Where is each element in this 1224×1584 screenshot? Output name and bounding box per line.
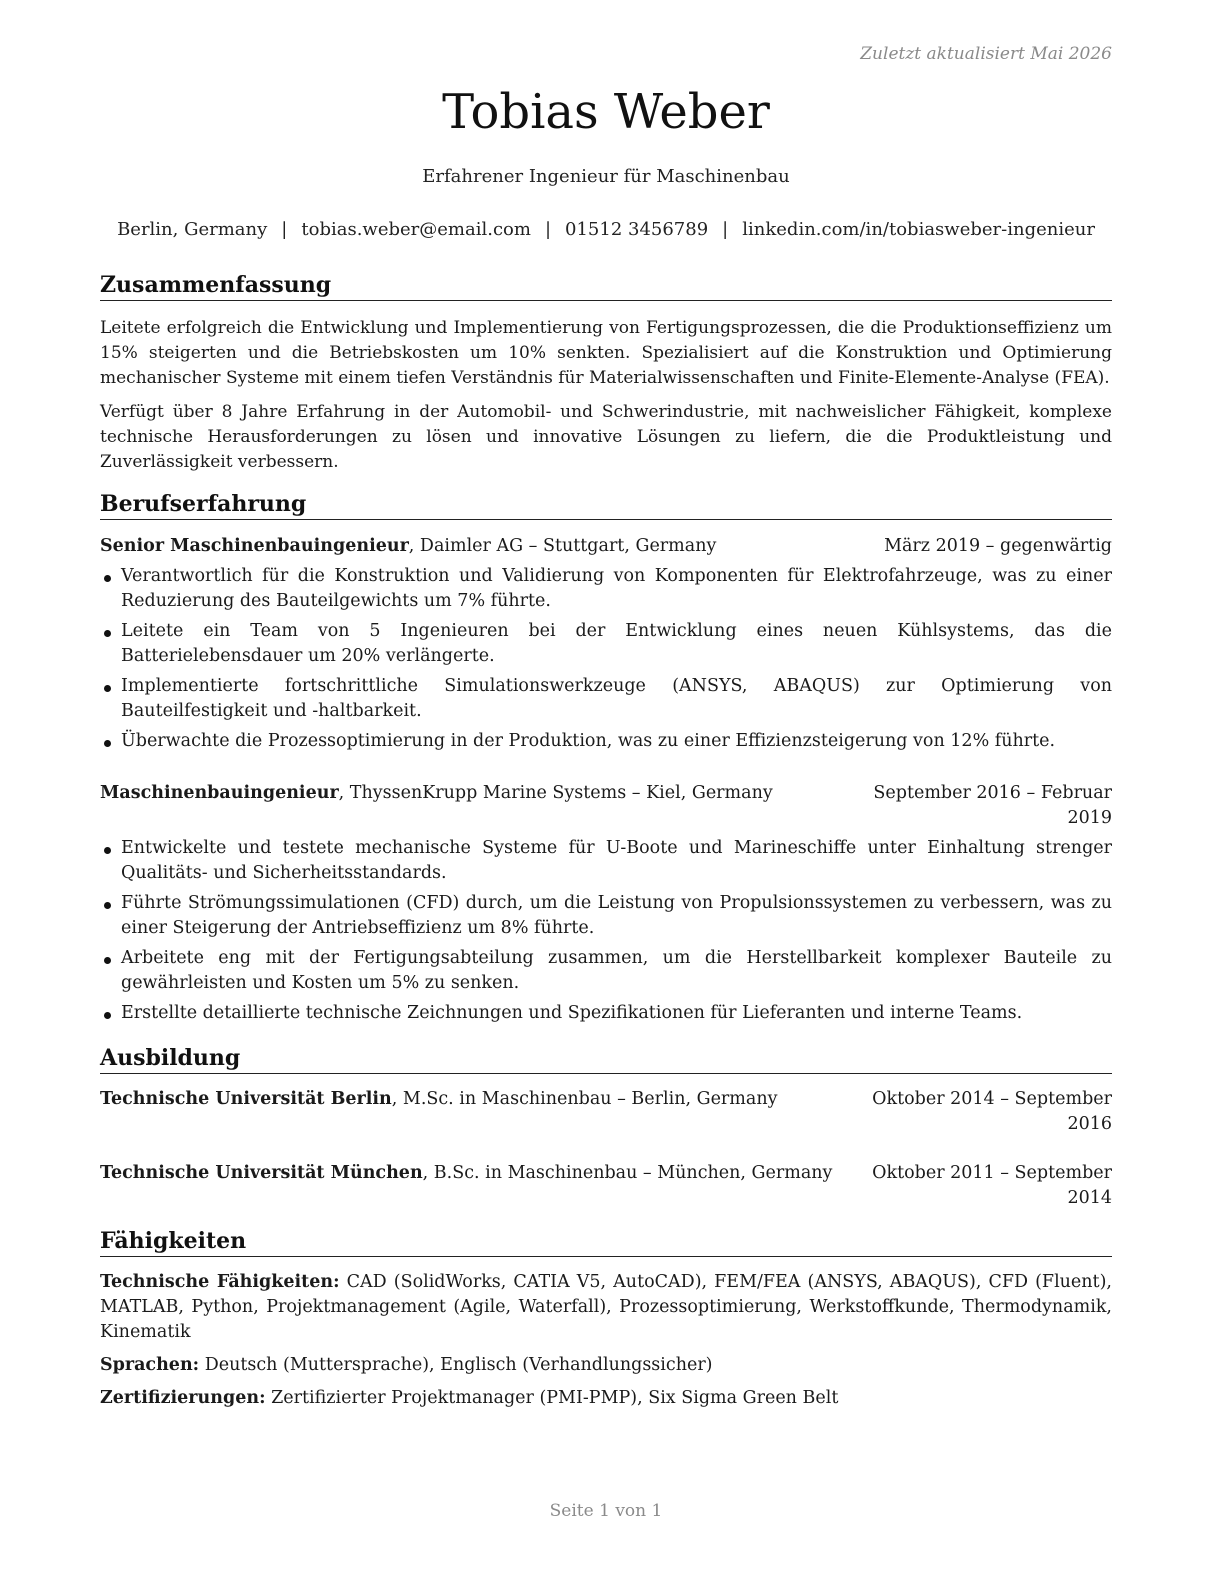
contact-line xyxy=(100,219,1112,240)
job-bullet: Implementierte fortschrittliche Simulationswerkzeuge (ANSYS, ABAQUS) zur Optimierung von Bauteilfestigkeit und -haltbarkeit. xyxy=(100,674,1112,724)
summary-paragraph: Verfügt über 8 Jahre Erfahrung in der Automobil- und Schwerindustrie, mit nachweislicher Fähigkeit, komplexe technische Herausforderungen zu lösen und innovative Lösungen zu liefern, die die Produktleistung und Zuverlässigkeit verbessern. xyxy=(100,402,1112,472)
skill-line-certifications xyxy=(100,1386,1112,1411)
education-entry xyxy=(100,1161,1112,1211)
section-title-experience: Berufserfahrung xyxy=(100,489,1112,520)
section-title-skills: Fähigkeiten xyxy=(100,1226,1112,1257)
skills-section xyxy=(100,1226,1112,1411)
summary-section xyxy=(100,270,1112,475)
job-org: , Daimler AG – Stuttgart, Germany xyxy=(408,536,717,556)
education-entry xyxy=(100,1087,1112,1137)
page-number: Seite 1 von 1 xyxy=(549,1501,663,1521)
job-bullets xyxy=(100,564,1112,754)
education-section xyxy=(100,1043,1112,1211)
education-school: Technische Universität Berlin xyxy=(100,1089,392,1109)
contact-location: Berlin, Germany xyxy=(117,219,268,240)
education-detail: , M.Sc. in Maschinenbau – Berlin, Germany xyxy=(391,1089,778,1109)
contact-phone[interactable]: 01512 3456789 xyxy=(565,219,709,240)
contact-separator: | xyxy=(281,219,288,240)
job-dates: März 2019 – gegenwärtig xyxy=(884,536,1112,556)
job-header xyxy=(100,534,1112,559)
skill-label: Sprachen: xyxy=(100,1355,200,1375)
job-bullet: Arbeitete eng mit der Fertigungsabteilung zusammen, um die Herstellbarkeit komplexer Bauteile zu gewährleisten und Kosten um 5% zu senken. xyxy=(100,946,1112,996)
skill-label: Zertifizierungen: xyxy=(100,1388,266,1408)
skill-text: Deutsch (Muttersprache), Englisch (Verhandlungssicher) xyxy=(199,1355,713,1375)
skill-text: CAD (SolidWorks, CATIA V5, AutoCAD), FEM/FEA (ANSYS, ABAQUS), CFD (Fluent), MATLAB, Python, Projektmanagement (Agile, Waterfall), Prozessoptimierung, Werkstoffkunde, Thermodynamik, Kinematik xyxy=(100,1272,1112,1342)
education-dates: Oktober 2011 – September 2014 xyxy=(872,1163,1112,1208)
skill-text: Zertifizierter Projektmanager (PMI-PMP), Six Sigma Green Belt xyxy=(265,1388,839,1408)
section-title-education: Ausbildung xyxy=(100,1043,1112,1074)
resume-page xyxy=(100,0,1112,1584)
contact-separator: | xyxy=(544,219,552,240)
job-role: Senior Maschinenbauingenieur xyxy=(100,536,409,556)
skill-line-technical xyxy=(100,1270,1112,1345)
contact-separator: | xyxy=(722,219,729,240)
job-org: , ThyssenKrupp Marine Systems – Kiel, Germany xyxy=(338,783,773,803)
contact-linkedin[interactable]: linkedin.com/in/tobiasweber-ingenieur xyxy=(742,219,1095,240)
education-detail: , B.Sc. in Maschinenbau – München, Germany xyxy=(422,1163,833,1183)
job-role: Maschinenbauingenieur xyxy=(100,783,339,803)
section-title-summary: Zusammenfassung xyxy=(100,270,1112,301)
job-bullet: Leitete ein Team von 5 Ingenieuren bei der Entwicklung eines neuen Kühlsystems, das die Batterielebensdauer um 20% verlängerte. xyxy=(100,619,1112,669)
job-bullet: Entwickelte und testete mechanische Systeme für U-Boote und Marineschiffe unter Einhaltung strenger Qualitäts- und Sicherheitsstandards. xyxy=(100,836,1112,886)
contact-email[interactable]: tobias.weber@email.com xyxy=(301,219,531,240)
job-bullet: Verantwortlich für die Konstruktion und Validierung von Komponenten für Elektrofahrzeuge, was zu einer Reduzierung des Bauteilgewichts um 7% führte. xyxy=(100,564,1112,614)
skill-label: Technische Fähigkeiten: xyxy=(100,1272,340,1292)
summary-paragraph: Leitete erfolgreich die Entwicklung und Implementierung von Fertigungsprozessen, die die Produktionseffizienz um 15% steigerten und die Betriebskosten um 10% senkten. Spezialisiert auf die Konstruktion und Optimierung mechanischer Systeme mit einem tiefen Verständnis für Materialwissenschaften und Finite-Elemente-Analyse (FEA). xyxy=(100,318,1112,388)
last-updated: Zuletzt aktualisiert Mai 2026 xyxy=(860,44,1112,64)
candidate-name: Tobias Weber xyxy=(442,84,770,140)
job-bullets xyxy=(100,836,1112,1026)
education-school: Technische Universität München xyxy=(100,1163,423,1183)
job-entry xyxy=(100,781,1112,1026)
skill-line-languages xyxy=(100,1353,1112,1378)
experience-section xyxy=(100,489,1112,1026)
education-dates: Oktober 2014 – September 2016 xyxy=(872,1089,1112,1134)
headline: Erfahrener Ingenieur für Maschinenbau xyxy=(422,166,790,187)
job-bullet: Führte Strömungssimulationen (CFD) durch, um die Leistung von Propulsionssystemen zu verbessern, was zu einer Steigerung der Antriebseffizienz um 8% führte. xyxy=(100,891,1112,941)
job-dates: September 2016 – Februar 2019 xyxy=(873,783,1112,828)
job-bullet: Überwachte die Prozessoptimierung in der Produktion, was zu einer Effizienzsteigerung von 12% führte. xyxy=(100,729,1112,754)
job-entry xyxy=(100,534,1112,754)
job-bullet: Erstellte detaillierte technische Zeichnungen und Spezifikationen für Lieferanten und interne Teams. xyxy=(100,1001,1112,1026)
job-header xyxy=(100,781,1112,831)
